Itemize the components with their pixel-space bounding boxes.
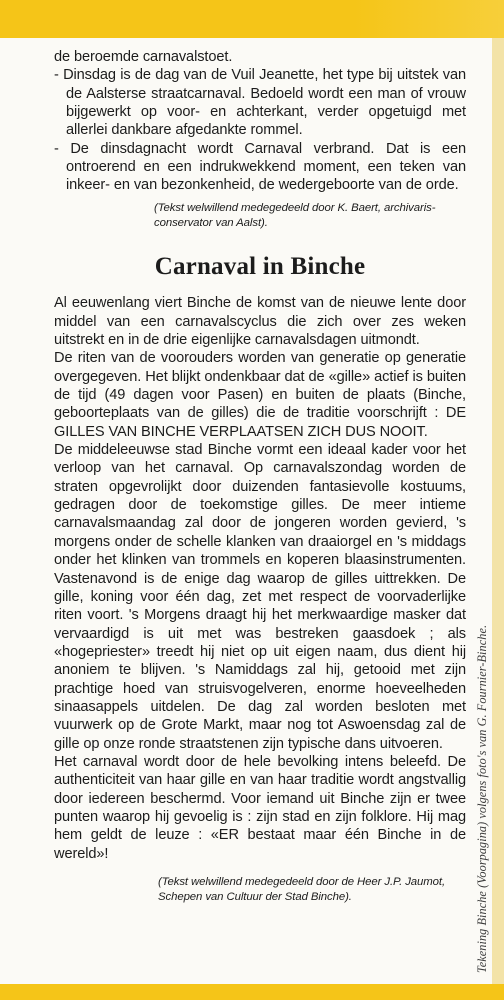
intro-credit: (Tekst welwillend medegedeeld door K. Baert, archivaris-conservator van Aalst). [154,201,436,229]
intro-line-3: - De dinsdagnacht wordt Carnaval verbrand. Dat is een ontroerend en een indrukwekkend moment, een teken van inkeer- en van bezonkenheid, de wedergeboorte van de orde. [54,140,466,194]
article-paragraph-2: De riten van de voorouders worden van generatie op generatie overgegeven. Het blijkt ondenkbaar dat de «gille» actief is buiten de tijd (49 dagen voor Pasen) en buiten de plaats (Binche, geboorteplaats van de gilles) die de traditie voorschrijft : DE GILLES VAN BINCHE VERPLAATSEN ZICH DUS NOOIT. [54,350,466,440]
article-body [54,294,466,904]
article-title: Carnaval in Binche [154,253,366,281]
top-yellow-bar [0,0,504,38]
intro-line-2: - Dinsdag is de dag van de Vuil Jeanette, het type bij uitstek van de Aalsterse straatcarnaval. Bedoeld wordt een man of vrouw bijgewerkt op voor- en achterkant, verder opgetuigd met allerlei dankbare afgedankte rommel. [54,67,466,139]
side-credit-text: Tekening Binche (Voorpagina) volgens foto's van G. Fournier-Binche. [475,624,489,973]
top-bar-fade [354,0,504,38]
intro-section [54,48,466,230]
side-illustration-credit [471,485,495,975]
intro-line-1: de beroemde carnavalstoet. [54,49,233,65]
article-paragraph-3: De middeleeuwse stad Binche vormt een ideaal kader voor het verloop van het carnaval. Op carnavalszondag worden de straten opgevrolijkt door duizenden fantasievolle kostuums, gedragen door de toekomstige gilles. De meer intieme carnavalsmaandag zal door de jongeren worden gevierd, 's morgens onder de schelle klanken van draaiorgel en 's middags onder het klinken van trommels en koperen blaasinstrumenten. Vastenavond is de enige dag waarop de gilles uittrekken. De gille, koning voor één dag, zet met respect de voorvaderlijke riten voort. 's Morgens draagt hij het merkwaardige masker dat vervaardigd is uit met was bestreken gaasdoek ; als «hogepriester» treedt hij niet op uit eigen naam, dus dient hij anoniem te blijven. 's Namiddags zal hij, getooid met zijn prachtige hoed van struisvogelveren, enorme hoeveelheden sinaasappels uitdelen. De dag zal worden besloten met vuurwerk op de Grote Markt, maar nog tot Aswoensdag zal de gille op onze ronde straatstenen zijn typische dans uitvoeren. [54,442,466,752]
page-content [54,48,466,905]
article-paragraph-1: Al eeuwenlang viert Binche de komst van de nieuwe lente door middel van een carnavalscyclus die zich over zes weken uitstrekt en in de drie eigenlijke carnavalsdagen uitmondt. [54,295,466,349]
article-paragraph-4: Het carnaval wordt door de hele bevolking intens beleefd. De authenticiteit van haar gille en van haar traditie wordt angstvallig door iedereen beschermd. Voor iemand uit Binche zijn er twee punten waarop hij gevoelig is : zijn stad en zijn folklore. Hij mag hem geldt de leuze : «ER bestaat maar één Binche in de wereld»! [54,753,466,862]
article-credit: (Tekst welwillend medegedeeld door de Heer J.P. Jaumot, Schepen van Cultuur der Stad Binche). [158,876,446,903]
bottom-yellow-bar [0,984,504,1000]
